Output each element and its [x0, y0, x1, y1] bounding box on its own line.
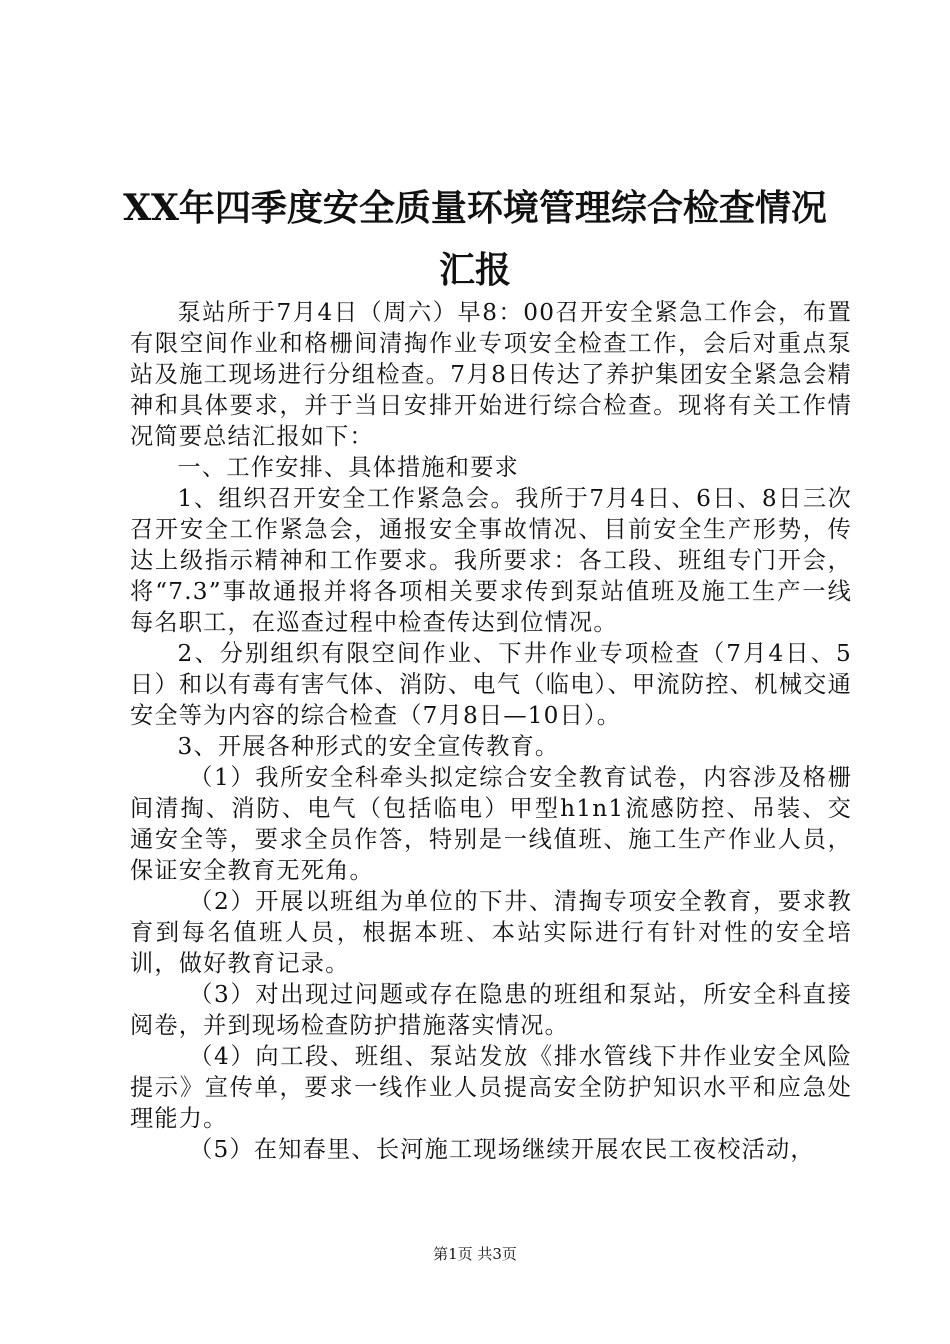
page-number-footer: 第1页 共3页 — [433, 1245, 517, 1263]
paragraph-subitem-4: （4）向工段、班组、泵站发放《排水管线下井作业安全风险提示》宣传单，要求一线作业人员提高安全防护知识水平和应急处理能力。 — [130, 1043, 852, 1132]
paragraph-item-1: 1、组织召开安全工作紧急会。我所于7月4日、6日、8日三次召开安全工作紧急会，通报安全事故情况、目前安全生产形势，传达上级指示精神和工作要求。我所要求：各工段、班组专门开会，将“7.3”事故通报并将各项相关要求传到泵站值班及施工生产一线每名职工，在巡查过程中检查传达到位情况。 — [130, 485, 852, 636]
section-heading-1: 一、工作安排、具体措施和要求 — [177, 454, 519, 481]
document-title-line-2: 汇报 — [438, 249, 511, 291]
paragraph-subitem-5: （5）在知春里、长河施工现场继续开展农民工夜校活动， — [189, 1136, 815, 1163]
paragraph-subitem-2: （2）开展以班组为单位的下井、清掏专项安全教育，要求教育到每名值班人员，根据本班、本站实际进行有针对性的安全培训，做好教育记录。 — [130, 888, 852, 977]
document-title-line-1: XX年四季度安全质量环境管理综合检查情况 — [123, 187, 827, 229]
paragraph-subitem-1: （1）我所安全科牵头拟定综合安全教育试卷，内容涉及格栅间清掏、消防、电气（包括临电）甲型h1n1流感防控、吊装、交通安全等，要求全员作答，特别是一线值班、施工生产作业人员，保证安全教育无死角。 — [130, 764, 852, 884]
document-body — [130, 297, 852, 1165]
paragraph-subitem-3: （3）对出现过问题或存在隐患的班组和泵站，所安全科直接阅卷，并到现场检查防护措施落实情况。 — [130, 981, 852, 1039]
paragraph-intro: 泵站所于7月4日（周六）早8：00召开安全紧急工作会，布置有限空间作业和格栅间清掏作业专项安全检查工作，会后对重点泵站及施工现场进行分组检查。7月8日传达了养护集团安全紧急会精神和具体要求，并于当日安排开始进行综合检查。现将有关工作情况简要总结汇报如下： — [130, 299, 852, 450]
paragraph-item-3: 3、开展各种形式的安全宣传教育。 — [177, 733, 560, 760]
paragraph-item-2: 2、分别组织有限空间作业、下井作业专项检查（7月4日、5日）和以有毒有害气体、消防、电气（临电）、甲流防控、机械交通安全等为内容的综合检查（7月8日—10日）。 — [130, 640, 852, 729]
